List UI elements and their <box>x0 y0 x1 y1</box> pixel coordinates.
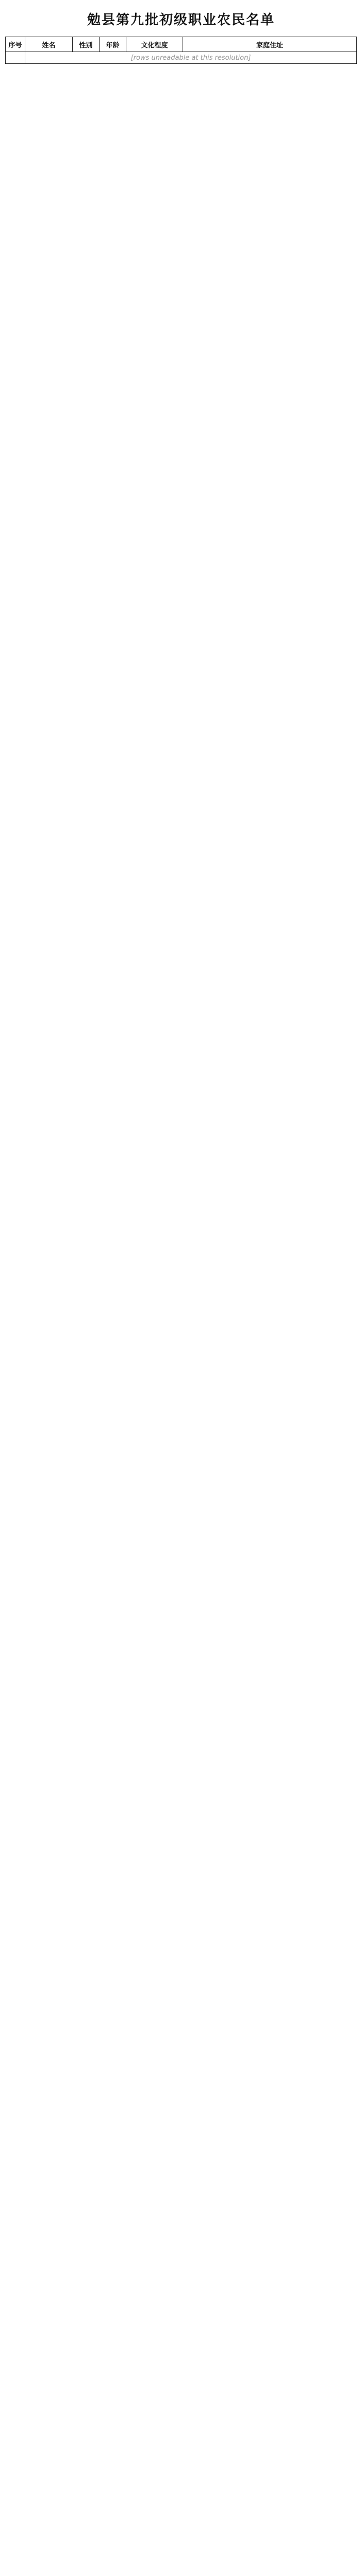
page-title: 勉县第九批初级职业农民名单 <box>87 12 275 28</box>
roster-table-header <box>6 37 357 52</box>
header-index: 序号 <box>6 37 25 52</box>
roster-table <box>5 37 357 64</box>
header-education: 文化程度 <box>126 37 183 52</box>
cell-index <box>6 52 25 64</box>
header-name: 姓名 <box>25 37 73 52</box>
header-gender: 性别 <box>73 37 100 52</box>
cell-name: [rows unreadable at this resolution] <box>25 52 357 64</box>
header-row <box>6 37 357 52</box>
header-age: 年龄 <box>100 37 126 52</box>
header-address: 家庭住址 <box>183 37 357 52</box>
table-row <box>6 52 357 64</box>
roster-page <box>0 0 362 76</box>
roster-table-body <box>6 52 357 64</box>
